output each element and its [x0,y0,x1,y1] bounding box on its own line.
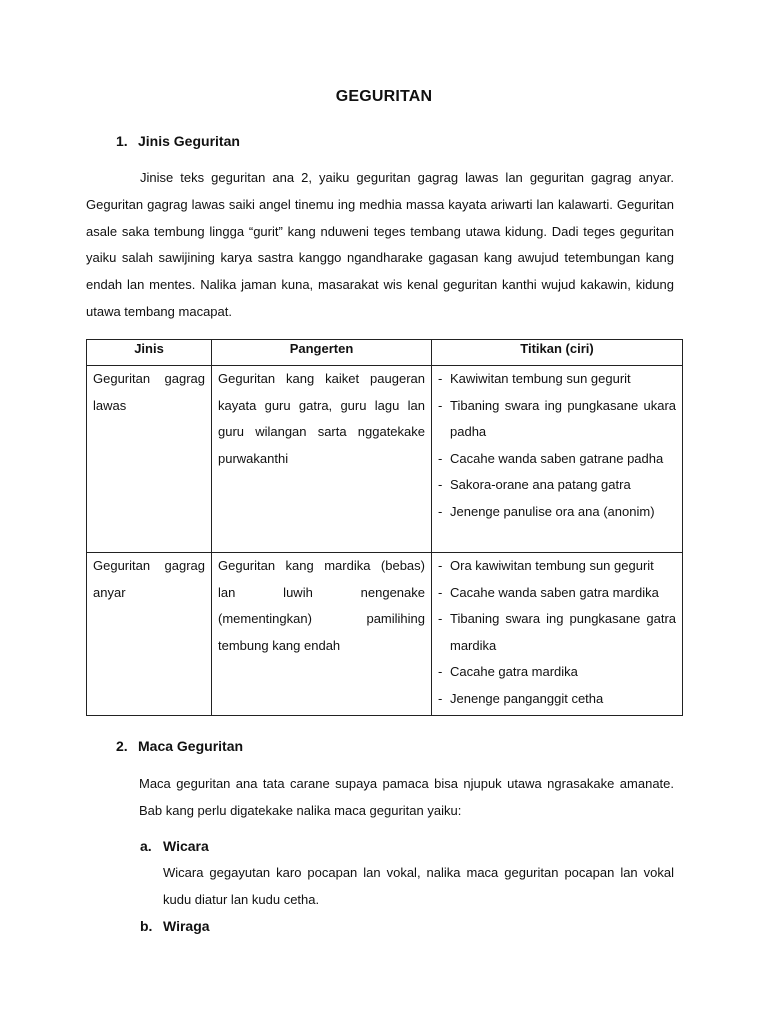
jinis-geguritan-table [86,339,683,716]
subsection-a-heading [140,838,209,854]
table-header-jinis: Jinis [87,340,212,366]
table-cell-titikan [432,366,683,553]
subsection-a-paragraph: Wicara gegayutan karo pocapan lan vokal, nalika maca geguritan pocapan lan vokal kudu diatur lan kudu cetha. [163,865,674,907]
table-cell-jinis: Geguritan gagrag lawas [87,366,212,553]
section-1-paragraph-text: Jinise teks geguritan ana 2, yaiku geguritan gagrag lawas lan geguritan gagrag anyar. Geguritan gagrag lawas saiki angel tinemu ing medhia massa kayata ariwarti lan kalawarti. Geguritan asale saka tembung lingga “gurit” kang nduweni teges tembang utawa kidung. Dadi teges geguritan yaiku salah sawijining karya sastra kanggo ngandharake gagasan kang awujud tetembungan kang endah lan mentes. Nalika jaman kuna, masarakat wis kenal geguritan kanthi wujud kakawin, kidung utawa tembang macapat. [86,170,674,319]
list-item: - Cacahe wanda saben gatrane padha [438,446,676,473]
list-item: - Tibaning swara ing pungkasane ukara padha [438,393,676,446]
table-cell-jinis: Geguritan gagrag anyar [87,553,212,716]
list-item: - Cacahe wanda saben gatra mardika [438,580,676,607]
list-item: - Jenenge panganggit cetha [438,686,676,713]
list-item: - Ora kawiwitan tembung sun gegurit [438,553,676,580]
table-cell-titikan [432,553,683,716]
section-2-title: Maca Geguritan [138,738,244,754]
table-row [87,366,683,553]
list-item: - Sakora-orane ana patang gatra [438,472,676,499]
section-2-number: 2. [116,738,128,754]
list-item: - Cacahe gatra mardika [438,659,676,686]
list-item: - Tibaning swara ing pungkasane gatra mardika [438,606,676,659]
section-1-title: Jinis Geguritan [138,133,240,149]
subsection-b-title: Wiraga [163,918,210,934]
subsection-b-heading [140,918,210,934]
section-1-number: 1. [116,133,128,149]
table-cell-pangerten: Geguritan kang kaiket paugeran kayata guru gatra, guru lagu lan guru wilangan sarta nggatekake purwakanthi [212,366,432,553]
section-2-heading [116,738,243,754]
subsection-a-title: Wicara [163,838,209,854]
list-item: - Jenenge panulise ora ana (anonim) [438,499,676,526]
page-title: GEGURITAN [335,88,433,105]
table-header-titikan: Titikan (ciri) [432,340,683,366]
titikan-list [438,366,676,526]
titikan-list [438,553,676,713]
list-item: - Kawiwitan tembung sun gegurit [438,366,676,393]
table-header-row [87,340,683,366]
subsection-a-letter: a. [140,838,152,854]
section-2-paragraph: Maca geguritan ana tata carane supaya pamaca bisa njupuk utawa ngrasakake amanate. Bab kang perlu digatekake nalika maca geguritan yaiku: [139,776,674,818]
section-1-paragraph [86,165,674,326]
table-cell-pangerten: Geguritan kang mardika (bebas) lan luwih nengenake (mementingkan) pamilihing tembung kang endah [212,553,432,716]
section-1-heading [116,133,240,149]
table-row [87,553,683,716]
subsection-b-letter: b. [140,918,153,934]
table-header-pangerten: Pangerten [212,340,432,366]
